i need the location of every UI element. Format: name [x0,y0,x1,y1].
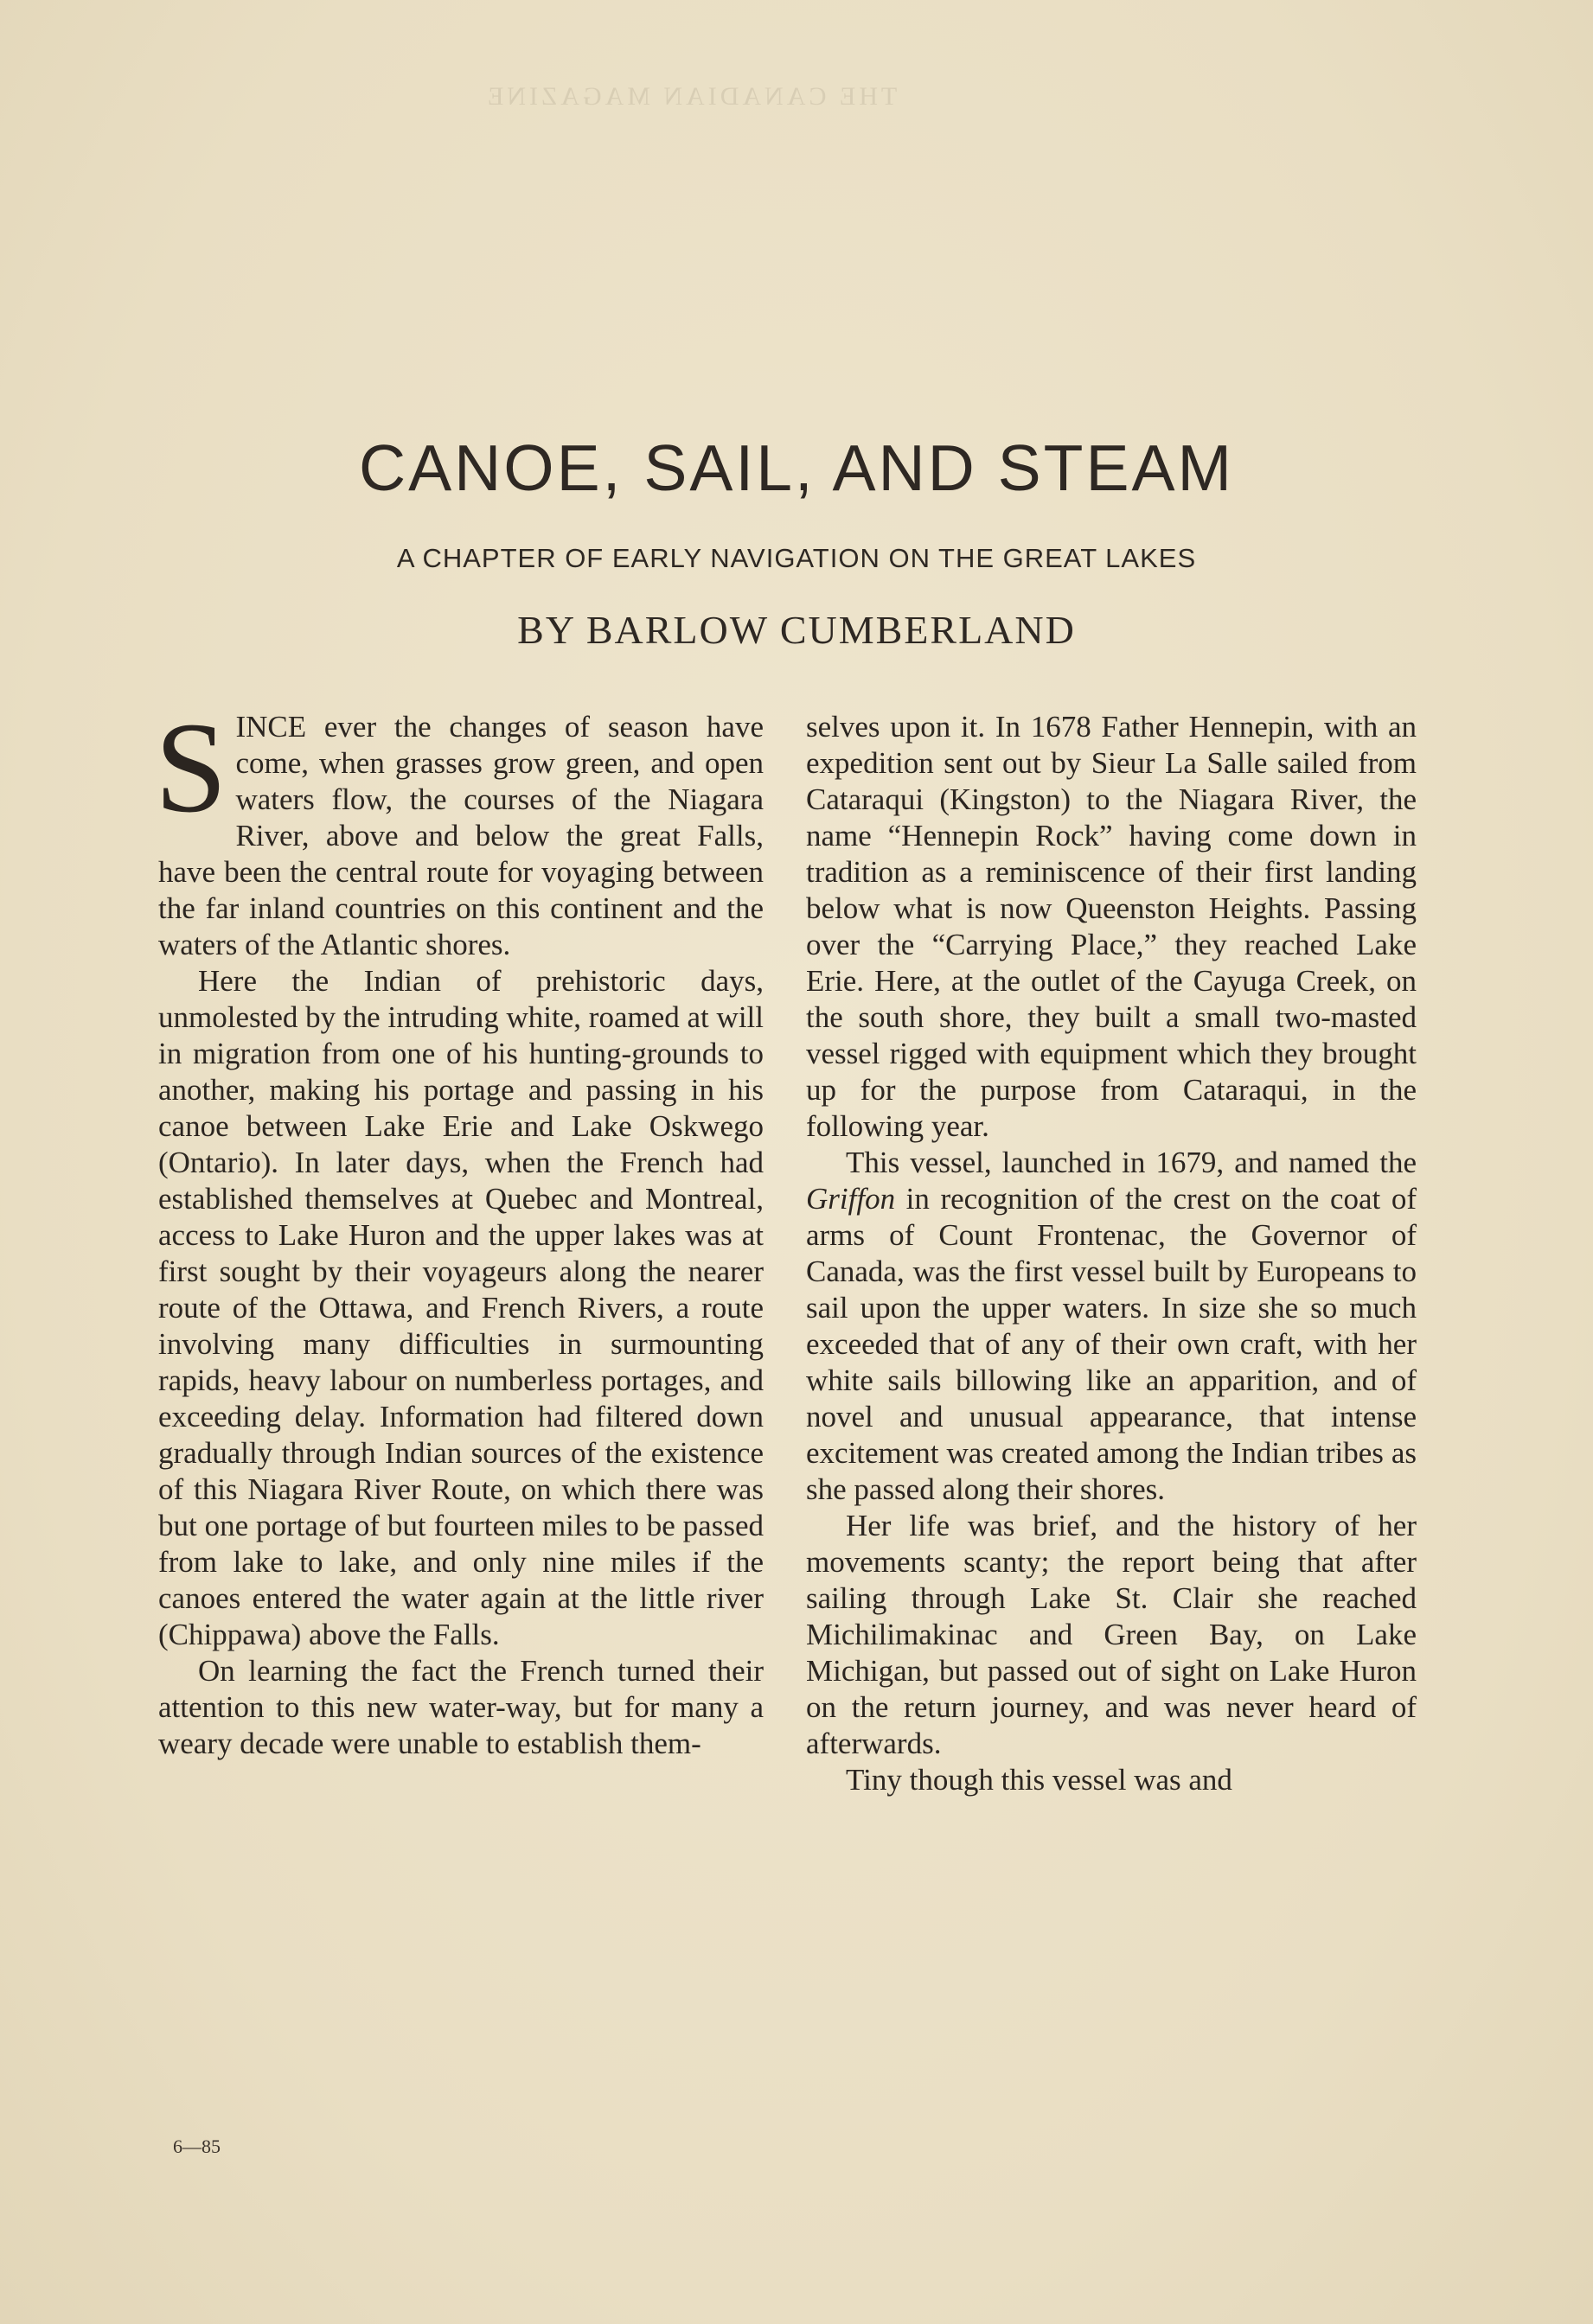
page-folio: 6—85 [173,2136,221,2157]
paragraph: Tiny though this vessel was and [846,1763,1232,1797]
drop-cap: S [155,696,227,840]
paragraph: Here the Indian of prehistoric days, unmolested by the intruding white, roamed at will in migration from one of his hunting-grounds to another, making his portage and passing in his canoe between Lake Erie and Lake Oskwego (Ontario). In later days, when the French had established themselves at Quebec and Montreal, access to Lake Huron and the upper lakes was at first sought by their voyageurs along the nearer route of the Ottawa, and French Rivers, a route involving many difficulties in surmounting rapids, heavy labour on numberless portages, and exceeding delay. Information had filtered down gradually through Indian sources of the existence of this Niagara River Route, on which there was but one portage of but fourteen miles to be passed from lake to lake, and only nine miles if the canoes entered the water again at the little river (Chippawa) above the Falls. [158,964,764,1651]
left-column [155,696,764,1762]
paragraph: selves upon it. In 1678 Father Hennepin, with an expedition sent out by Sieur La Salle sailed from Cataraqui (Kingston) to the Niagara River, the name “Hennepin Rock” having come down in tradition as a reminiscence of their first landing below what is now Queenston Heights. Passing over the “Carrying Place,” they reached Lake Erie. Here, at the outlet of the Cayuga Creek, on the south shore, they built a small two-masted vessel rigged with equipment which they brought up for the purpose from Cataraqui, in the following year. [806,710,1417,1143]
lead-word: INCE [235,710,307,744]
paragraph-text: in recognition of the crest on the coat of arms of Count Frontenac, the Governor of Canada, was the first vessel built by Europeans to sail upon the upper waters. In size she so much exceeded that of any of their own craft, with her white sails billowing like an apparition, and of novel and unusual appearance, that intense excitement was created among the Indian tribes as she passed along their shores. [806,1182,1417,1506]
bleed-through-header: THE CANADIAN MAGAZINE [484,82,898,111]
article-subtitle: A CHAPTER OF EARLY NAVIGATION ON THE GREAT LAKES [396,543,1197,573]
paragraph-text: ever the changes of season have come, when grasses grow green, and open waters flow, the courses of the Niagara River, above and below the great Falls, have been the central route for voyaging between the far inland countries on this continent and the waters of the Atlantic shores. [158,710,764,961]
paragraph [155,696,764,963]
paragraph [806,1145,1417,1508]
paragraph-text: This vessel, launched in 1679, and named the [846,1146,1417,1179]
ship-name: Griffon [806,1182,896,1216]
paragraph: Her life was brief, and the history of her movements scanty; the report being that after sailing through Lake St. Clair she reached Michilimakinac and Green Bay, on Lake Michigan, but passed out of sight on Lake Huron on the return journey, and was never heard of afterwards. [806,1509,1417,1760]
article-title: CANOE, SAIL, AND STEAM [358,431,1235,504]
right-column [806,709,1417,1798]
article-byline: BY BARLOW CUMBERLAND [517,608,1076,652]
paragraph: On learning the fact the French turned their attention to this new water-way, but for many a weary decade were unable to establish them- [158,1654,764,1760]
